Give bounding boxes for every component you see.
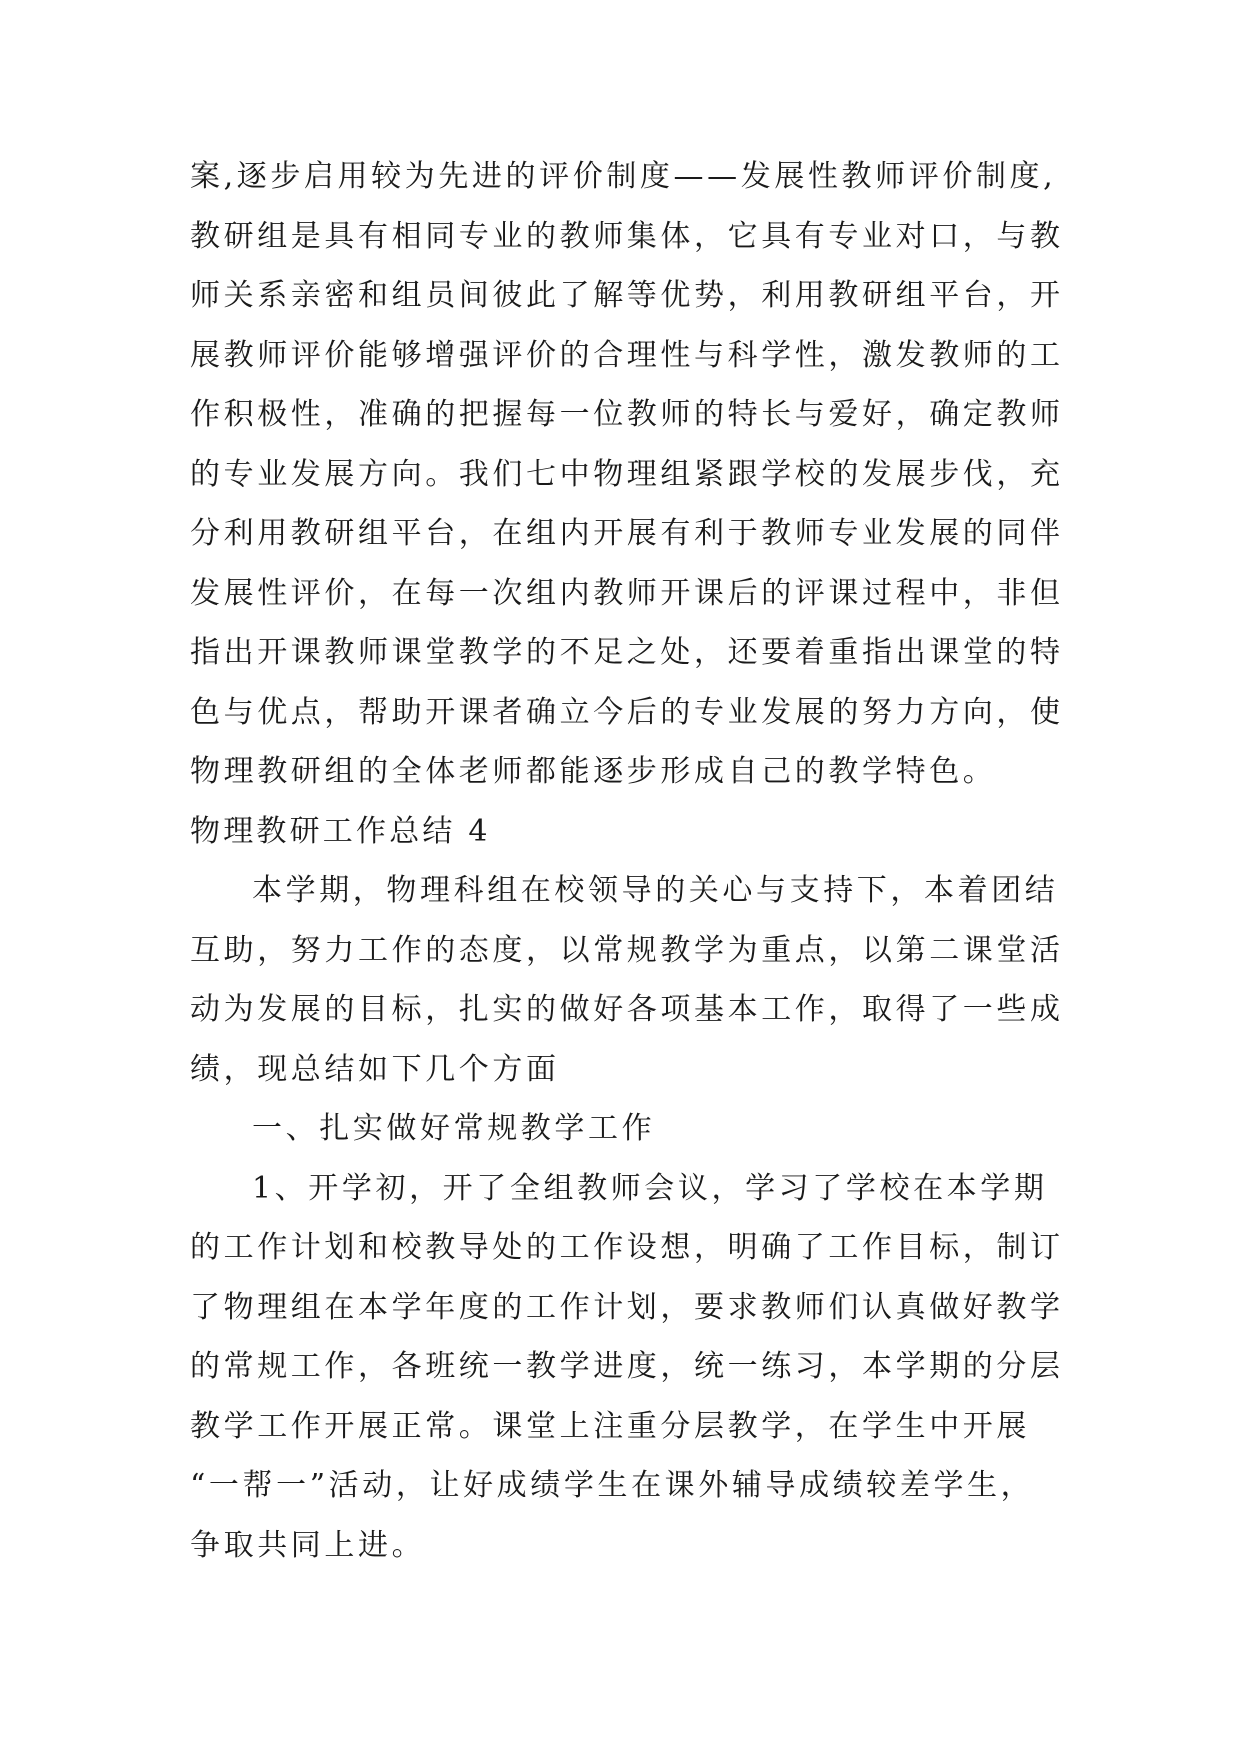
- text-line: 争取共同上进。: [190, 1527, 426, 1563]
- text-line: 本学期，物理科组在校领导的关心与支持下，本着团结: [252, 873, 1059, 908]
- text-line: 的工作计划和校教导处的工作设想，明确了工作目标，制订: [190, 1230, 1064, 1265]
- text-line: 动为发展的目标，扎实的做好各项基本工作，取得了一些成: [190, 992, 1064, 1027]
- text-line: “一帮一”活动，让好成绩学生在课外辅导成绩较差学生，: [190, 1468, 1035, 1503]
- text-line: 展教师评价能够增强评价的合理性与科学性，激发教师的工: [190, 337, 1064, 373]
- text-line: 指出开课教师课堂教学的不足之处，还要着重指出课堂的特: [190, 635, 1064, 670]
- text-line: 的常规工作，各班统一教学进度，统一练习，本学期的分层: [190, 1349, 1064, 1384]
- text-line: 案,逐步启用较为先进的评价制度——发展性教师评价制度,: [190, 159, 1057, 194]
- text-line: 作积极性，准确的把握每一位教师的特长与爱好，确定教师: [190, 397, 1064, 432]
- text-line: 了物理组在本学年度的工作计划，要求教师们认真做好教学: [190, 1289, 1064, 1325]
- document-body: [190, 147, 1090, 1575]
- text-line: 互助，努力工作的态度，以常规教学为重点，以第二课堂活: [190, 932, 1064, 968]
- text-line: 教研组是具有相同专业的教师集体，它具有专业对口，与教: [190, 218, 1064, 254]
- text-line: 物理教研组的全体老师都能逐步形成自己的教学特色。: [190, 754, 997, 789]
- text-line: 教学工作开展正常。课堂上注重分层教学，在学生中开展: [190, 1408, 1030, 1444]
- text-line: 色与优点，帮助开课者确立今后的专业发展的努力方向，使: [190, 694, 1064, 730]
- text-line: 一、扎实做好常规教学工作: [252, 1111, 656, 1146]
- text-line: 师关系亲密和组员间彼此了解等优势，利用教研组平台，开: [190, 278, 1064, 313]
- section-heading: 物理教研工作总结 4: [190, 813, 491, 849]
- text-line: 1、开学初，开了全组教师会议，学习了学校在本学期: [252, 1170, 1048, 1206]
- text-line: 的专业发展方向。我们七中物理组紧跟学校的发展步伐，充: [190, 456, 1064, 492]
- text-line: 发展性评价，在每一次组内教师开课后的评课过程中，非但: [190, 575, 1064, 611]
- text-line: 绩，现总结如下几个方面: [190, 1051, 560, 1087]
- text-line: 分利用教研组平台，在组内开展有利于教师专业发展的同伴: [190, 516, 1064, 551]
